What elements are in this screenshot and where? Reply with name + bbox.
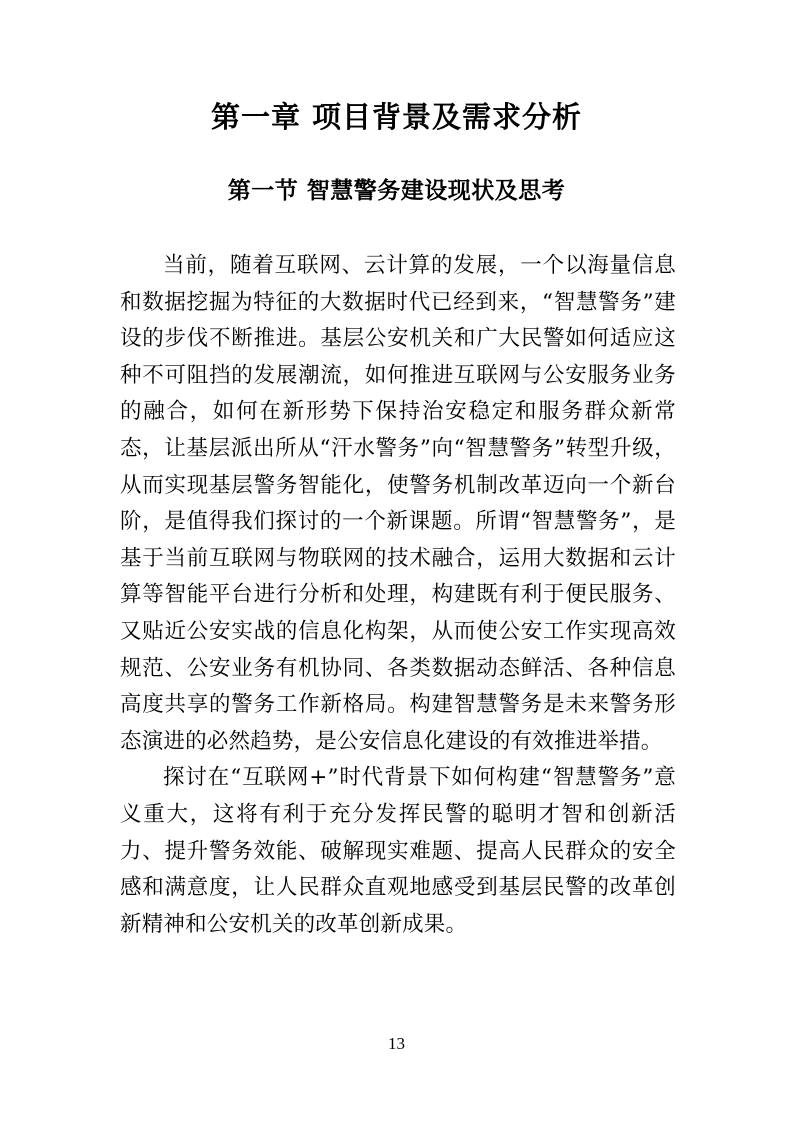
section-title: 第一节 智慧警务建设现状及思考	[227, 178, 566, 204]
paragraph-2: 探讨在“互联网+”时代背景下如何构建“智慧警务”意义重大，这将有利于充分发挥民警的聪明才智和创新活力、提升警务效能、破解现实难题、提高人民群众的安全感和满意度，让人民群众直观地感受到基层民警的改革创新精神和公安机关的改革创新成果。	[120, 765, 676, 937]
paragraph-1: 当前，随着互联网、云计算的发展，一个以海量信息和数据挖掘为特征的大数据时代已经到来，“智慧警务”建设的步伐不断推进。基层公安机关和广大民警如何适应这种不可阻挡的发展潮流，如何推进互联网与公安服务业务的融合，如何在新形势下保持治安稳定和服务群众新常态，让基层派出所从“汗水警务”向“智慧警务”转型升级，从而实现基层警务智能化，使警务机制改革迈向一个新台阶，是值得我们探讨的一个新课题。所谓“智慧警务”，是基于当前互联网与物联网的技术融合，运用大数据和云计算等智能平台进行分析和处理，构建既有利于便民服务、又贴近公安实战的信息化构架，从而使公安工作实现高效规范、公安业务有机协同、各类数据动态鲜活、各种信息高度共享的警务工作新格局。构建智慧警务是未来警务形态演进的必然趋势，是公安信息化建设的有效推进举措。	[120, 253, 676, 754]
page-number: 13	[388, 1034, 405, 1053]
chapter-title: 第一章 项目背景及需求分析	[210, 100, 583, 134]
body-text	[120, 248, 676, 943]
